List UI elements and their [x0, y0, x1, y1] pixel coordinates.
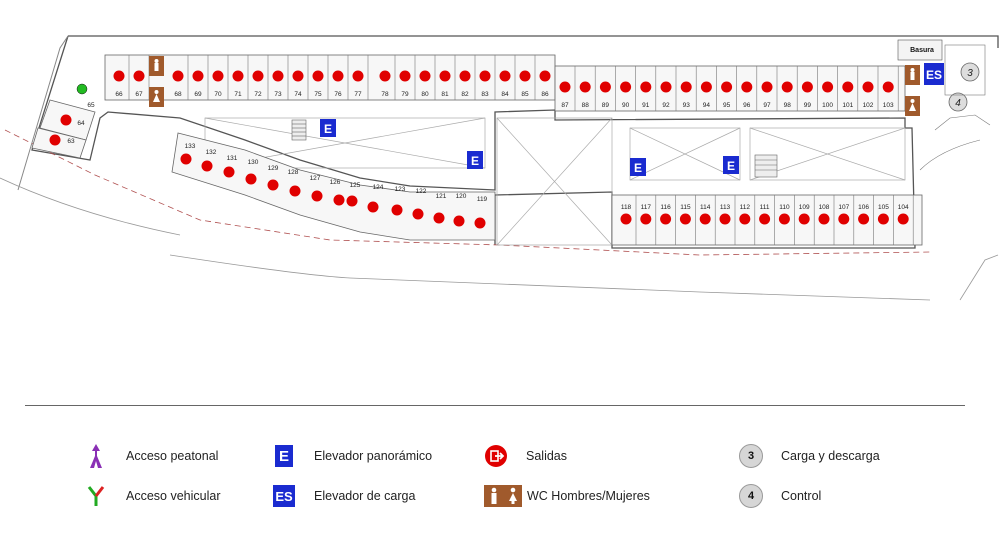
unit-67-marker[interactable]: [134, 71, 145, 82]
unit-124-marker[interactable]: [368, 202, 379, 213]
unit-89-label: 89: [601, 102, 610, 109]
unit-92-label: 92: [662, 102, 670, 109]
unit-100-label: 100: [822, 102, 834, 109]
unit-130-marker[interactable]: [246, 174, 257, 185]
unit-81-marker[interactable]: [440, 71, 451, 82]
unit-98-label: 98: [783, 102, 791, 109]
unit-98-marker[interactable]: [782, 82, 793, 93]
unit-120-label: 120: [455, 193, 467, 200]
unit-88-label: 88: [581, 102, 589, 109]
unit-86-label: 86: [541, 91, 549, 98]
unit-78-label: 78: [381, 91, 389, 98]
unit-66-label: 66: [115, 91, 123, 98]
unit-91-label: 91: [642, 102, 650, 109]
unit-88-marker[interactable]: [580, 82, 591, 93]
unit-90-label: 90: [621, 102, 630, 109]
unit-66-marker[interactable]: [114, 71, 125, 82]
unit-107-marker[interactable]: [838, 214, 849, 225]
unit-95-label: 95: [722, 102, 731, 109]
unit-106-label: 106: [858, 204, 870, 211]
unit-102-label: 102: [862, 102, 874, 109]
legend-pedestrian-label: Acceso peatonal: [126, 449, 219, 463]
legend-elevator-label: Elevador panorámico: [314, 449, 433, 463]
unit-115-label: 115: [680, 204, 691, 211]
control-zone-icon: 4: [739, 484, 763, 508]
unit-73-label: 73: [274, 91, 282, 98]
unit-79-label: 79: [401, 91, 409, 98]
unit-111-marker[interactable]: [759, 214, 770, 225]
unit-68-marker[interactable]: [173, 71, 184, 82]
pedestrian-access-icon: [83, 443, 109, 469]
unit-91-marker[interactable]: [640, 82, 651, 93]
unit-77-marker[interactable]: [353, 71, 364, 82]
unit-70-label: 70: [214, 91, 222, 98]
unit-97-marker[interactable]: [762, 82, 773, 93]
unit-64-label: 64: [77, 120, 85, 127]
unit-82-label: 82: [461, 91, 469, 98]
vehicle-access-icon: [83, 483, 109, 509]
unit-131-label: 131: [226, 155, 238, 162]
unit-81-label: 81: [441, 91, 449, 98]
unit-109-label: 109: [798, 204, 810, 211]
unit-101-label: 101: [842, 102, 854, 109]
unit-84-marker[interactable]: [500, 71, 511, 82]
unit-80-marker[interactable]: [420, 71, 431, 82]
unit-96-marker[interactable]: [741, 82, 752, 93]
unit-124-label: 124: [372, 184, 384, 191]
unit-75-label: 75: [314, 91, 322, 98]
legend-pedestrian: [83, 443, 218, 469]
unit-102-marker[interactable]: [863, 82, 874, 93]
unit-117-label: 117: [640, 204, 651, 211]
unit-77-label: 77: [354, 91, 362, 98]
legend-control-label: Control: [781, 489, 822, 503]
unit-95-marker[interactable]: [721, 82, 732, 93]
unit-125-marker[interactable]: [347, 196, 358, 207]
legend-loading-label: Carga y descarga: [781, 449, 880, 463]
unit-107-label: 107: [838, 204, 850, 211]
unit-89-marker[interactable]: [600, 82, 611, 93]
unit-122-label: 122: [415, 188, 427, 195]
unit-76-label: 76: [334, 91, 342, 98]
unit-108-marker[interactable]: [819, 214, 830, 225]
unit-100-marker[interactable]: [822, 82, 833, 93]
elevator-label-2: E: [470, 154, 480, 168]
unit-65-label: 65: [87, 102, 95, 109]
legend-vehicle-label: Acceso vehicular: [126, 489, 221, 503]
unit-72-marker[interactable]: [253, 71, 264, 82]
unit-112-marker[interactable]: [739, 214, 750, 225]
unit-119-label: 119: [476, 196, 488, 203]
unit-125-label: 125: [349, 182, 361, 189]
elevator-label-4: E: [726, 159, 736, 173]
freight-elevator-label: ES: [925, 68, 943, 82]
unit-82-marker[interactable]: [460, 71, 471, 82]
unit-131-marker[interactable]: [224, 167, 235, 178]
unit-110-label: 110: [779, 204, 790, 211]
loading-zone-icon: 3: [739, 444, 763, 468]
trash-label: Basura: [910, 47, 934, 54]
unit-63-marker[interactable]: [50, 135, 61, 146]
legend-exits-label: Salidas: [526, 449, 567, 463]
unit-94-label: 94: [702, 102, 711, 109]
elevator-icon: E: [275, 445, 293, 467]
unit-93-marker[interactable]: [681, 82, 692, 93]
unit-129-marker[interactable]: [268, 180, 279, 191]
unit-121-marker[interactable]: [434, 213, 445, 224]
unit-127-label: 127: [309, 175, 321, 182]
unit-105-label: 105: [877, 204, 889, 211]
unit-126-label: 126: [329, 179, 341, 186]
unit-83-marker[interactable]: [480, 71, 491, 82]
unit-132-marker[interactable]: [202, 161, 213, 172]
unit-83-label: 83: [481, 91, 489, 98]
unit-133-label: 133: [184, 143, 196, 150]
unit-108-label: 108: [818, 204, 830, 211]
unit-68-label: 68: [174, 91, 182, 98]
unit-104-label: 104: [897, 204, 909, 211]
unit-109-marker[interactable]: [799, 214, 810, 225]
unit-97-label: 97: [763, 102, 771, 109]
legend-freight: [271, 483, 415, 509]
unit-80-label: 80: [421, 91, 429, 98]
elevator-label-1: E: [323, 122, 333, 136]
unit-113-label: 113: [719, 204, 731, 211]
elevator-label-3: E: [633, 161, 643, 175]
unit-72-label: 72: [254, 91, 262, 98]
unit-123-label: 123: [394, 186, 406, 193]
unit-112-label: 112: [739, 204, 750, 211]
freight-elevator-icon: ES: [273, 485, 295, 507]
unit-94-marker[interactable]: [701, 82, 712, 93]
legend-vehicle: [83, 483, 221, 509]
unit-111-label: 111: [759, 204, 770, 211]
zone-3-label: 3: [967, 68, 973, 79]
unit-96-label: 96: [743, 102, 751, 109]
unit-69-label: 69: [194, 91, 202, 98]
unit-99-marker[interactable]: [802, 82, 813, 93]
unit-74-marker[interactable]: [293, 71, 304, 82]
unit-113-marker[interactable]: [720, 214, 731, 225]
unit-available-marker: [77, 84, 87, 94]
unit-90-marker[interactable]: [620, 82, 631, 93]
unit-104-marker[interactable]: [898, 214, 909, 225]
exit-icon: [483, 443, 509, 469]
unit-85-marker[interactable]: [520, 71, 531, 82]
unit-123-marker[interactable]: [392, 205, 403, 216]
unit-114-label: 114: [700, 204, 711, 211]
unit-87-marker[interactable]: [560, 82, 571, 93]
unit-127-marker[interactable]: [312, 191, 323, 202]
legend-exits: [483, 443, 567, 469]
unit-71-marker[interactable]: [233, 71, 244, 82]
unit-64-marker[interactable]: [61, 115, 72, 126]
wc-icon: [484, 485, 522, 507]
unit-73-marker[interactable]: [273, 71, 284, 82]
unit-116-label: 116: [660, 204, 671, 211]
unit-128-marker[interactable]: [290, 186, 301, 197]
unit-101-marker[interactable]: [842, 82, 853, 93]
unit-99-label: 99: [803, 102, 812, 109]
legend-wc: [483, 483, 650, 509]
unit-133-marker[interactable]: [181, 154, 192, 165]
unit-121-label: 121: [435, 193, 447, 200]
unit-116-marker[interactable]: [660, 214, 671, 225]
unit-117-marker[interactable]: [640, 214, 651, 225]
unit-120-marker[interactable]: [454, 216, 465, 227]
unit-128-label: 128: [287, 169, 299, 176]
unit-118-marker[interactable]: [621, 214, 632, 225]
unit-129-label: 129: [267, 165, 279, 172]
legend-freight-label: Elevador de carga: [314, 489, 416, 503]
legend-wc-label: WC Hombres/Mujeres: [527, 489, 650, 503]
unit-70-marker[interactable]: [213, 71, 224, 82]
unit-130-label: 130: [247, 159, 259, 166]
unit-122-marker[interactable]: [413, 209, 424, 220]
unit-106-marker[interactable]: [858, 214, 869, 225]
unit-76-marker[interactable]: [333, 71, 344, 82]
unit-115-marker[interactable]: [680, 214, 691, 225]
unit-118-label: 118: [620, 204, 632, 211]
unit-114-marker[interactable]: [700, 214, 711, 225]
legend-loading: [738, 443, 880, 469]
unit-103-marker[interactable]: [883, 82, 894, 93]
unit-105-marker[interactable]: [878, 214, 889, 225]
unit-92-marker[interactable]: [661, 82, 672, 93]
unit-75-marker[interactable]: [313, 71, 324, 82]
legend-divider: [25, 405, 965, 406]
zone-4-label: 4: [955, 98, 961, 109]
unit-110-marker[interactable]: [779, 214, 790, 225]
legend-control: [738, 483, 821, 509]
unit-79-marker[interactable]: [400, 71, 411, 82]
unit-71-label: 71: [234, 91, 242, 98]
unit-67-label: 67: [135, 91, 143, 98]
curved-row: [172, 133, 495, 240]
unit-69-marker[interactable]: [193, 71, 204, 82]
unit-86-marker[interactable]: [540, 71, 551, 82]
unit-132-label: 132: [205, 149, 217, 156]
unit-78-marker[interactable]: [380, 71, 391, 82]
unit-74-label: 74: [294, 91, 302, 98]
legend-elevator: [271, 443, 432, 469]
unit-84-label: 84: [501, 91, 509, 98]
stairs: [292, 120, 777, 177]
unit-63-label: 63: [67, 138, 75, 145]
left-rooms: [32, 100, 95, 158]
unit-93-label: 93: [682, 102, 690, 109]
unit-119-marker[interactable]: [475, 218, 486, 229]
unit-85-label: 85: [521, 91, 529, 98]
unit-87-label: 87: [561, 102, 569, 109]
unit-126-marker[interactable]: [334, 195, 345, 206]
unit-103-label: 103: [882, 102, 894, 109]
